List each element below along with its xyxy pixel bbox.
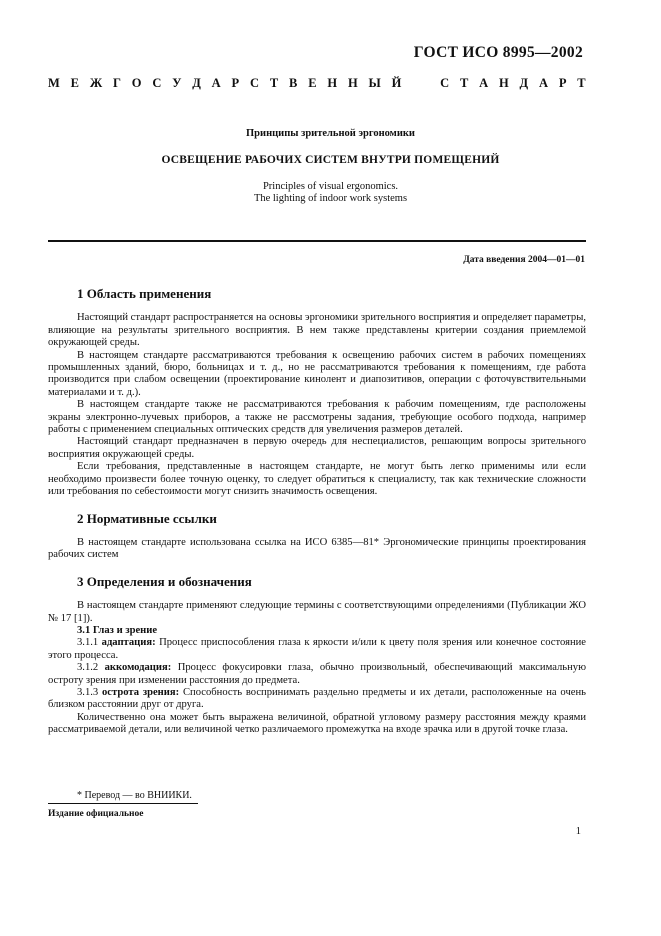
section-3-paragraph: В настоящем стандарте применяют следующие термины с соответствующими определениями (Публикации ЖО № 17 [1]). bbox=[48, 600, 586, 624]
section-1-paragraph: В настоящем стандарте рассматриваются требования к освещению рабочих систем в рабочих помещениях промышленных зданий, бюро, больницах и т. д., но не рассматриваются требования к помещениям, где работа производится при слабом освещении (проектирование кинолент и диапозитивов, операции с фоточувствительными материалами и т. д.). bbox=[48, 349, 586, 398]
section-3-paragraph: Количественно она может быть выражена величиной, обратной угловому размеру расстояния между краями рассматриваемой детали, или величиной четко различаемого промежутка на входе зрачка или в другой точке глаза. bbox=[48, 711, 586, 736]
banner-letter: Н bbox=[498, 76, 509, 90]
banner-letter: Г bbox=[113, 76, 121, 90]
banner-letter: А bbox=[538, 76, 548, 90]
section-2-heading: 2 Нормативные ссылки bbox=[77, 510, 217, 526]
banner-letter: А bbox=[479, 76, 489, 90]
banner-letter: Н bbox=[347, 76, 358, 90]
banner-letter: Н bbox=[327, 76, 338, 90]
banner-letter: М bbox=[48, 76, 60, 90]
section-1-paragraph: Настоящий стандарт распространяется на основы эргономики зрительного восприятия и определяет параметры, влияющие на результаты зрительного восприятия. В нем также представлены критерии создания приемлемой окружающей среды. bbox=[48, 312, 586, 349]
section-1-paragraph: В настоящем стандарте также не рассматриваются требования к рабочим помещениям, где расположены экраны электронно-лучевых приборов, а также не рассмотрены задания, требующие особого подхода, например работы с применением специальных оптических средств для увеличения размеров деталей. bbox=[48, 399, 586, 436]
main-content bbox=[48, 288, 586, 737]
banner-letter: Р bbox=[231, 76, 240, 90]
banner-letter bbox=[426, 76, 429, 91]
page-number: 1 bbox=[575, 826, 581, 837]
banner-letter bbox=[412, 76, 415, 91]
section-1-paragraph: Настоящий стандарт предназначен в первую очередь для неспециалистов, решающим вопросы зрительного восприятия окружающей среды. bbox=[48, 436, 586, 460]
banner-letter: Ж bbox=[89, 76, 103, 90]
title-divider bbox=[48, 240, 586, 242]
title-group: Принципы зрительной эргономики bbox=[246, 128, 415, 139]
banner-letter: Т bbox=[459, 76, 469, 90]
term-adaptation: 3.1.1 адаптация: Процесс приспособления глаза к яркости и/или к цвету поля зрения или конечное состояние этого процесса. bbox=[48, 637, 586, 661]
section-2-paragraph: В настоящем стандарте использована ссылка на ИСО 6385—81* Эргономические принципы проектирования рабочих систем bbox=[48, 536, 586, 561]
edition-label: Издание официальное bbox=[48, 809, 144, 819]
footnote: * Перевод — во ВНИИКИ. bbox=[77, 790, 192, 801]
english-title bbox=[0, 181, 661, 205]
section-1-heading: 1 Область применения bbox=[77, 286, 212, 301]
term-accommodation: 3.1.2 аккомодация: Процесс фокусировки глаза, обычно произвольный, обеспечивающий максимальную остроту зрения при изменении расстояния до предмета. bbox=[48, 662, 586, 686]
banner-letter: Т bbox=[269, 76, 279, 90]
banner-letter: Д bbox=[192, 76, 201, 90]
english-title-line-1: Principles of visual ergonomics. bbox=[262, 181, 399, 192]
banner-letter: Е bbox=[70, 76, 79, 90]
introduction-date: Дата введения 2004—01—01 bbox=[463, 255, 585, 265]
banner-letter: Е bbox=[308, 76, 317, 90]
banner-letter: С bbox=[152, 76, 162, 90]
section-3-heading: 3 Определения и обозначения bbox=[77, 573, 252, 589]
banner-letter: Р bbox=[558, 76, 567, 90]
banner-letter: А bbox=[211, 76, 221, 90]
banner-letter: С bbox=[440, 76, 450, 90]
banner-letter: Т bbox=[577, 76, 586, 90]
document-code: ГОСТ ИСО 8995—2002 bbox=[413, 44, 583, 61]
term-visual-acuity: 3.1.3 острота зрения: Способность воспринимать раздельно предметы и их детали, расположенные на очень близком расстоянии друг от друга. bbox=[48, 686, 586, 711]
footnote-divider bbox=[48, 803, 198, 804]
banner-letter: В bbox=[289, 76, 298, 90]
banner-letter: У bbox=[172, 76, 182, 90]
banner-letter: Ы bbox=[368, 76, 381, 90]
english-title-line-2: The lighting of indoor work systems bbox=[253, 193, 408, 204]
banner-letter: Д bbox=[519, 76, 529, 90]
document-title: ОСВЕЩЕНИЕ РАБОЧИХ СИСТЕМ ВНУТРИ ПОМЕЩЕНИЙ bbox=[161, 154, 500, 166]
standard-type-banner bbox=[48, 76, 586, 91]
banner-letter: С bbox=[250, 76, 260, 90]
subsection-3-1-heading: 3.1 Глаз и зрение bbox=[77, 624, 158, 636]
banner-letter: О bbox=[131, 76, 142, 90]
section-1-paragraph: Если требования, представленные в настоящем стандарте, не могут быть легко применимы или если необходимо произвести более точную оценку, то следует обратиться к специалисту, так как технические сложности или требования по себестоимости могут снизить значимость освещения. bbox=[48, 461, 586, 498]
banner-letter: Й bbox=[391, 76, 402, 90]
